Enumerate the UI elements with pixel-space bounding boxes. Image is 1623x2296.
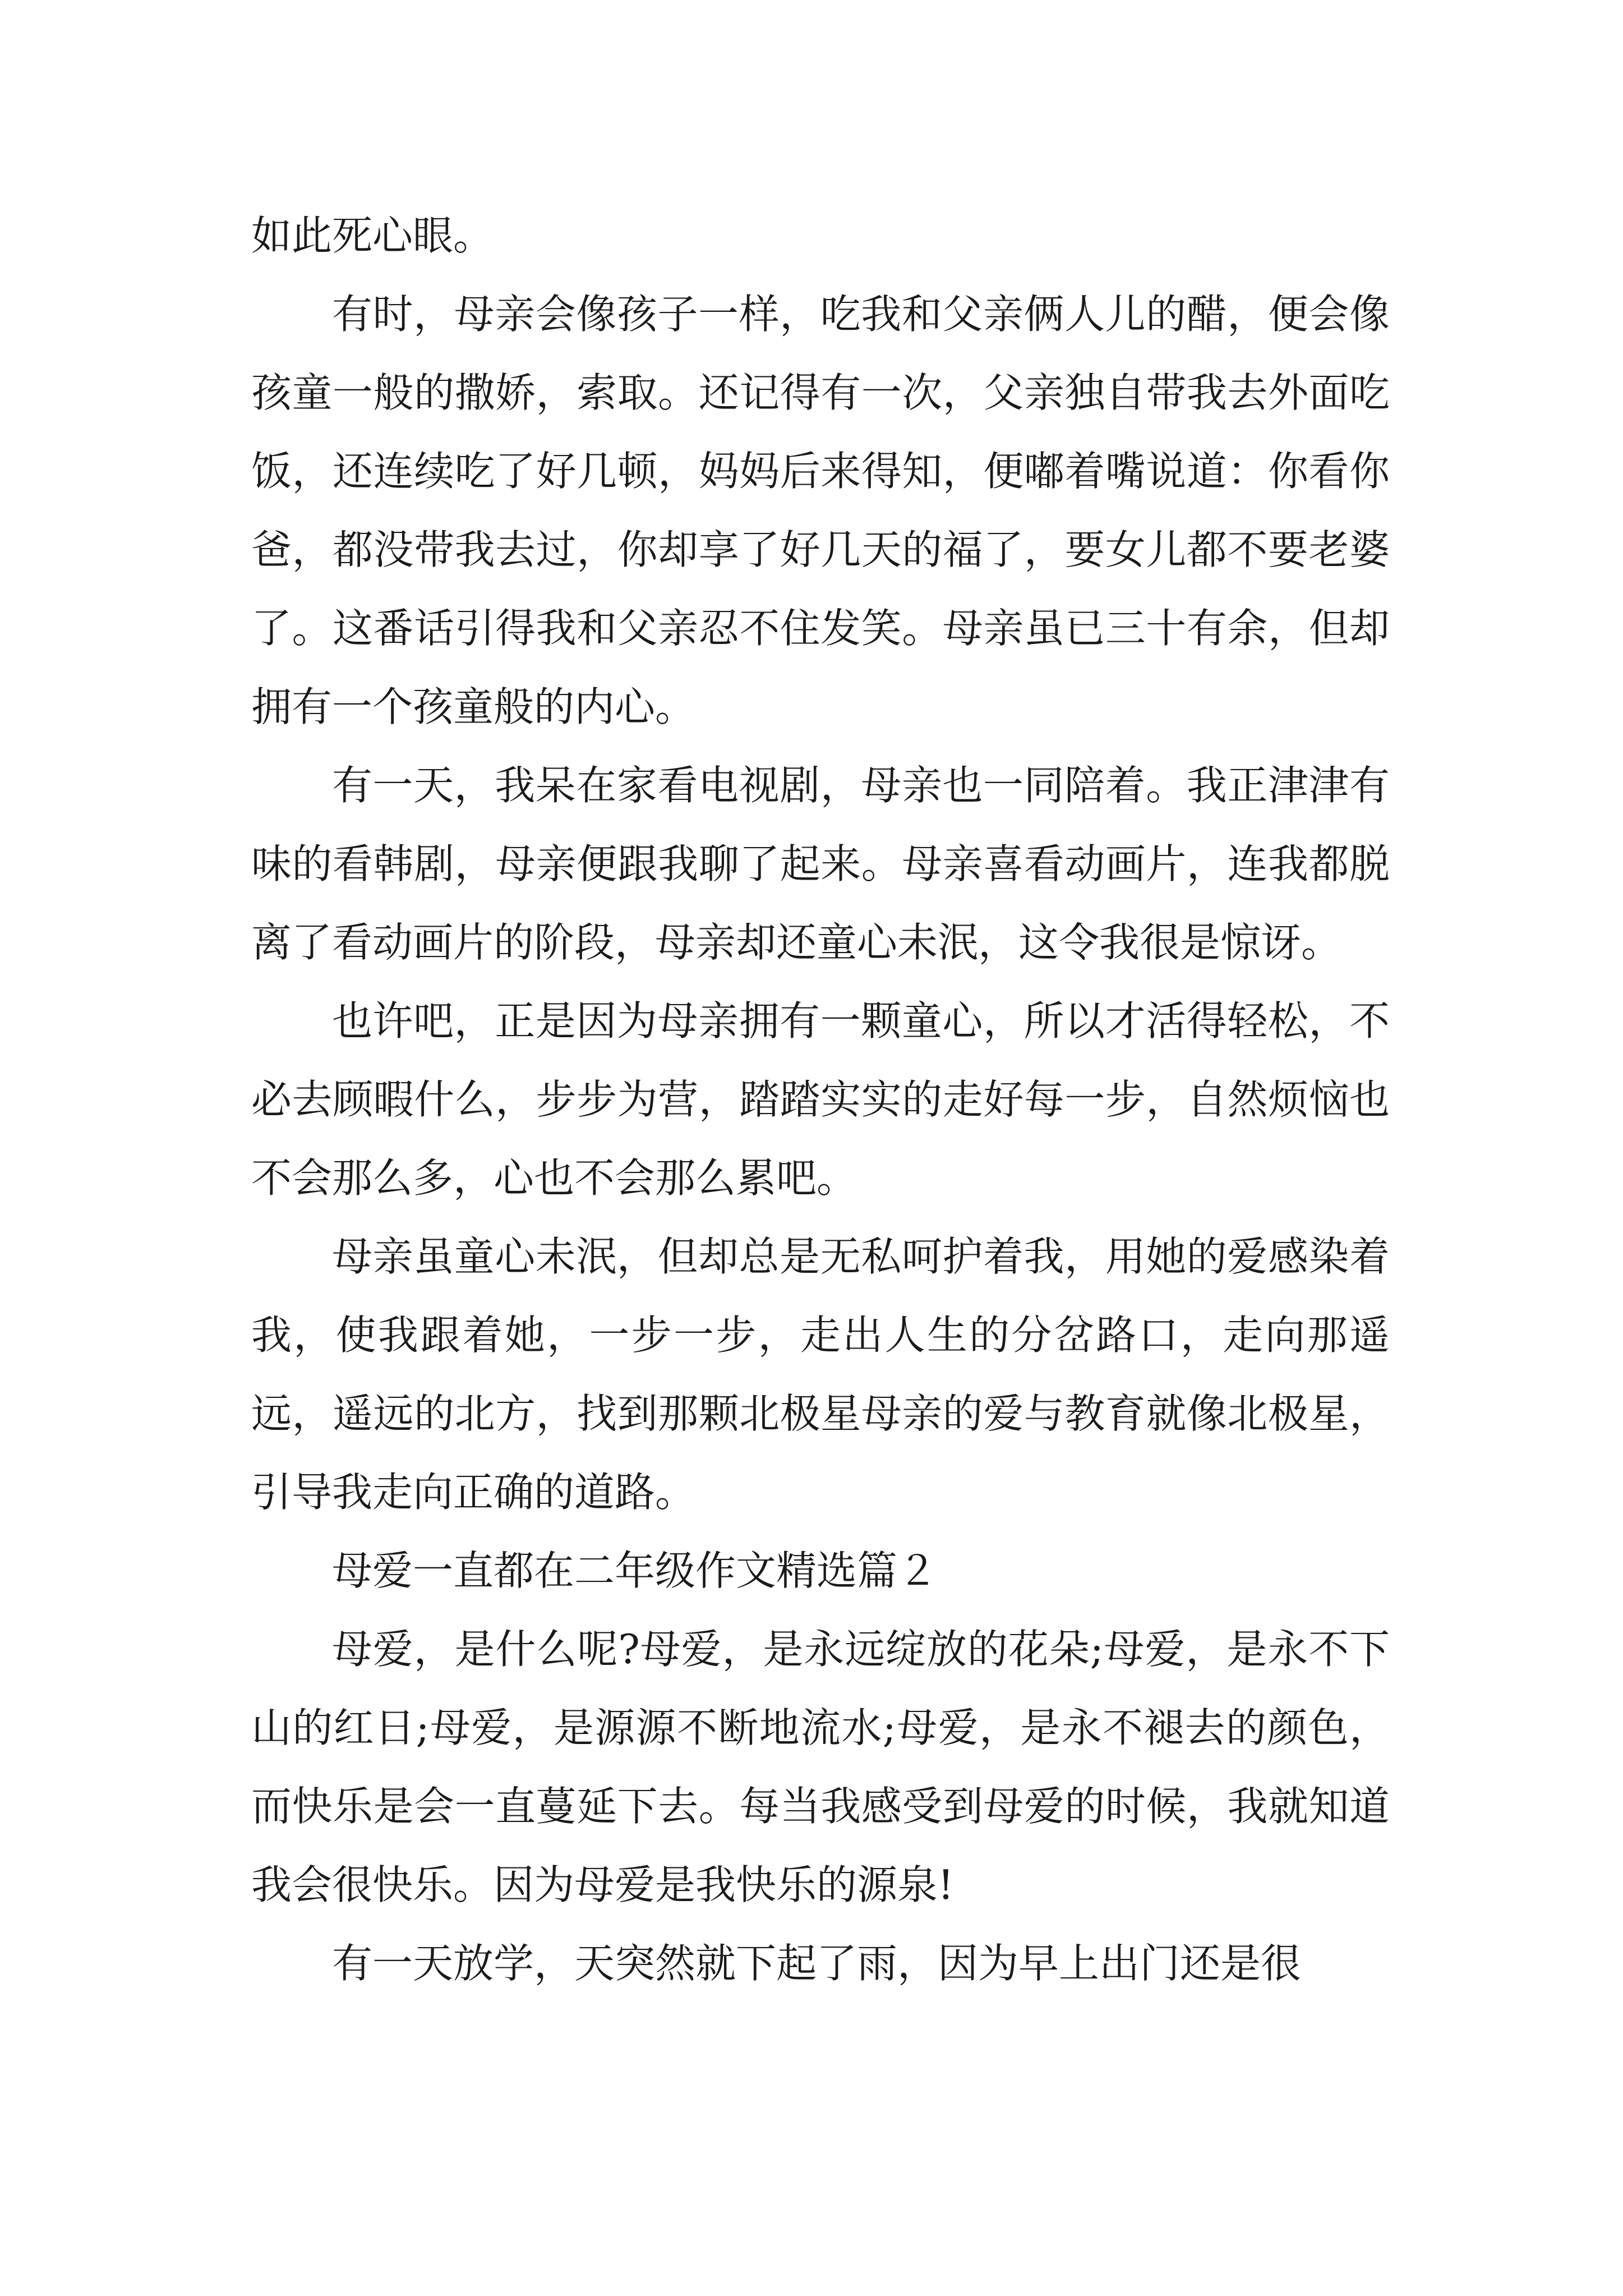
paragraph: 母爱，是什么呢?母爱，是永远绽放的花朵;母爱，是永不下山的红日;母爱，是源源不断地流水;母爱，是永不褪去的颜色，而快乐是会一直蔓延下去。每当我感受到母爱的时候，我就知道我会很快乐。因为母爱是我快乐的源泉! <box>251 1626 1390 1908</box>
paragraph: 有一天放学，天突然就下起了雨，因为早上出门还是很 <box>332 1940 1302 1987</box>
paragraph: 也许吧，正是因为母亲拥有一颗童心，所以才活得轻松，不必去顾暇什么，步步为营，踏踏实实的走好每一步，自然烦恼也不会那么多，心也不会那么累吧。 <box>251 997 1390 1202</box>
document-body <box>251 196 1390 2003</box>
section-heading: 母爱一直都在二年级作文精选篇２ <box>332 1547 938 1594</box>
paragraph-continuation: 如此死心眼。 <box>251 212 494 259</box>
paragraph: 母亲虽童心未泯，但却总是无私呵护着我，用她的爱感染着我，使我跟着她，一步一步，走出人生的分岔路口，走向那遥远，遥远的北方，找到那颗北极星母亲的爱与教育就像北极星，引导我走向正确的道路。 <box>251 1233 1390 1516</box>
paragraph: 有一天，我呆在家看电视剧，母亲也一同陪着。我正津津有味的看韩剧，母亲便跟我聊了起来。母亲喜看动画片，连我都脱离了看动画片的阶段，母亲却还童心未泯，这令我很是惊讶。 <box>251 762 1390 966</box>
paragraph: 有时，母亲会像孩子一样，吃我和父亲俩人儿的醋，便会像孩童一般的撒娇，索取。还记得有一次，父亲独自带我去外面吃饭，还连续吃了好几顿，妈妈后来得知，便嘟着嘴说道：你看你爸，都没带我去过，你却享了好几天的福了，要女儿都不要老婆了。这番话引得我和父亲忍不住发笑。母亲虽已三十有余，但却拥有一个孩童般的内心。 <box>251 291 1390 730</box>
